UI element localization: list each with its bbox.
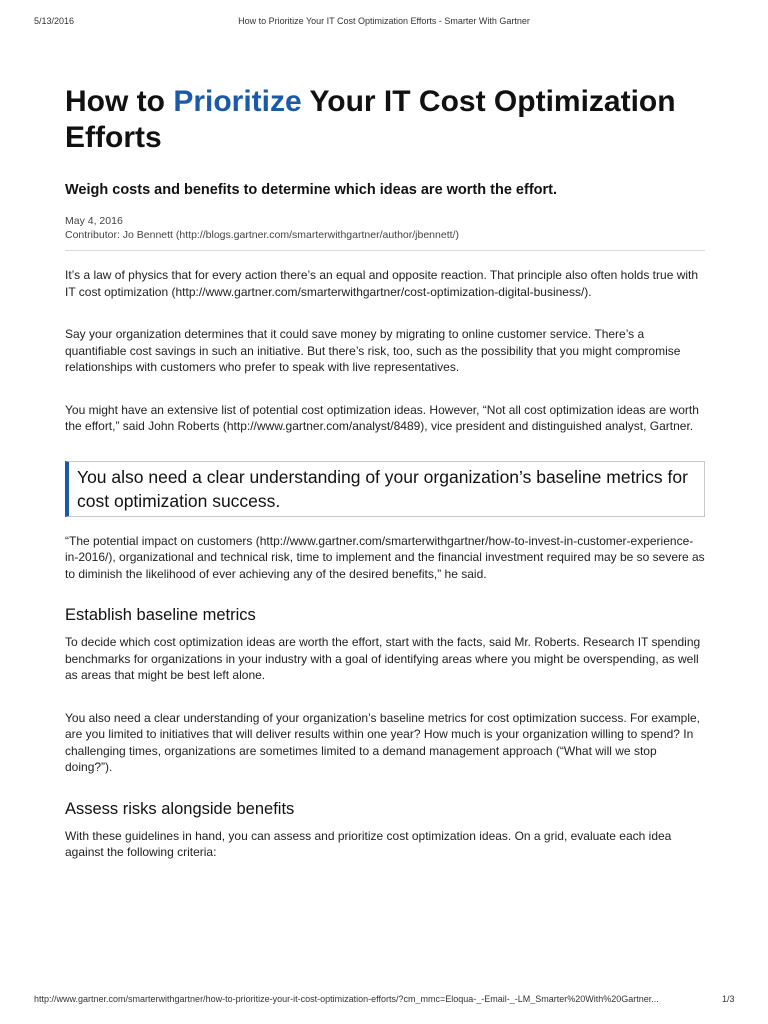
print-date: 5/13/2016 [34, 16, 75, 26]
print-page-title: How to Prioritize Your IT Cost Optimization Efforts - Smarter With Gartner [238, 16, 530, 26]
print-url: http://www.gartner.com/smarterwithgartner/how-to-prioritize-your-it-cost-optimization-efforts/?cm_mmc=Eloqua-_-Email-_-LM_Smarter%20With%20Gartner... [34, 994, 659, 1004]
article [65, 84, 705, 861]
paragraph-3: You might have an extensive list of potential cost optimization ideas. However, “Not all cost optimization ideas are worth the effort,” said John Roberts (http://www.gartner.com/analyst/8489), vice president and distinguished analyst, Gartner. [65, 402, 699, 433]
section-heading-risks: Assess risks alongside benefits [65, 799, 295, 818]
section1-paragraph-1: To decide which cost optimization ideas are worth the effort, start with the facts, said Mr. Roberts. Research IT spending benchmarks for organizations in your industry with a goal of identifying areas where you might be overspending, as well as areas that might be best left alone. [65, 635, 701, 682]
section2-paragraph-1: With these guidelines in hand, you can assess and prioritize cost optimization ideas. On a grid, evaluate each idea against the following criteria: [65, 828, 672, 859]
page-number: 1/3 [722, 994, 735, 1004]
article-contributor: Contributor: Jo Bennett (http://blogs.gartner.com/smarterwithgartner/author/jbennett/) [65, 229, 459, 241]
quote-paragraph: “The potential impact on customers (http://www.gartner.com/smarterwithgartner/how-to-invest-in-customer-experience-in-2016/), organizational and technical risk, time to implement and the financial investment required may be so severe as to diminish the likelihood of ever achieving any of the desired benefits,” he said. [65, 533, 705, 581]
article-meta [65, 214, 705, 242]
title-part-2: Your IT Cost Optimization Efforts [65, 85, 676, 154]
pull-quote: You also need a clear understanding of your organization’s baseline metrics for cost optimization success. [65, 461, 705, 517]
paragraph-1: It’s a law of physics that for every action there’s an equal and opposite reaction. That principle also often holds true with IT cost optimization (http://www.gartner.com/smarterwithgartner/cost-optimization-digital-business/). [65, 268, 699, 299]
print-footer [0, 994, 768, 1008]
title-part-1: How to [65, 85, 174, 118]
article-date: May 4, 2016 [65, 215, 123, 227]
section-heading-baseline: Establish baseline metrics [65, 606, 256, 624]
print-header [0, 16, 768, 30]
article-subtitle: Weigh costs and benefits to determine which ideas are worth the effort. [65, 182, 558, 198]
article-title [65, 84, 705, 156]
title-highlight: Prioritize [173, 85, 302, 118]
divider [65, 250, 705, 251]
paragraph-2: Say your organization determines that it could save money by migrating to online customer service. There’s a quantifiable cost savings in such an initiative. But there’s risk, too, such as the possibility that you might compromise relationships with customers who prefer to speak with live representatives. [65, 327, 681, 374]
section1-paragraph-2: You also need a clear understanding of your organization’s baseline metrics for cost optimization success. For example, are you limited to initiatives that will deliver results within one year? How much is your organization willing to spend? In challenging times, organizations are sometimes limited to a demand management approach (“What will we stop doing?”). [65, 710, 701, 774]
